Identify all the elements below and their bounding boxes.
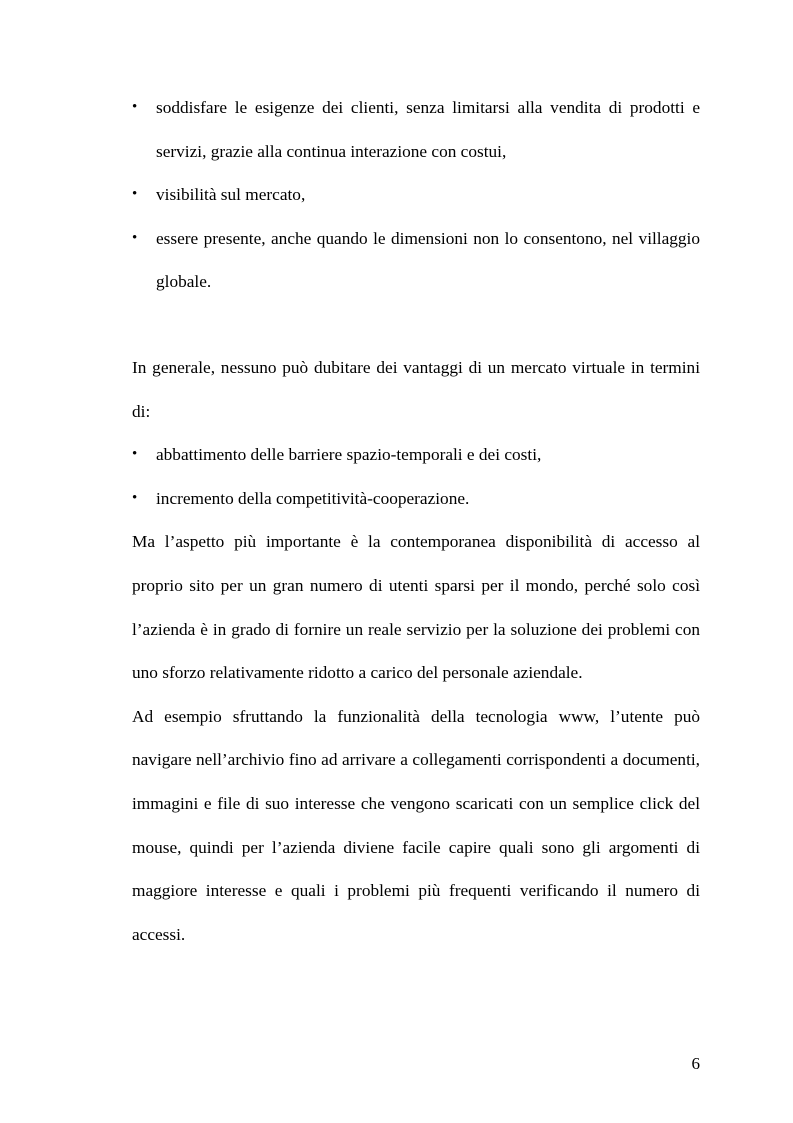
list-item-text: essere presente, anche quando le dimensioni non lo consentono, nel villaggio globale. (156, 228, 700, 292)
paragraph-main-aspect: Ma l’aspetto più importante è la contemporanea disponibilità di accesso al proprio sito per un gran numero di utenti sparsi per il mondo, perché solo così l’azienda è in grado di fornire un reale servizio per la soluzione dei problemi con uno sforzo relativamente ridotto a carico del personale aziendale. (132, 532, 700, 683)
bullet-icon: • (132, 489, 138, 506)
bullet-icon: • (132, 99, 138, 115)
list-item (132, 477, 700, 521)
bullet-icon: • (132, 186, 138, 203)
list-item (132, 86, 700, 173)
list-item-text: incremento della competitività-cooperazione. (156, 488, 470, 508)
paragraph-spacer (132, 304, 700, 346)
list-item-text: visibilità sul mercato, (156, 185, 306, 205)
list-item (132, 217, 700, 304)
bullet-icon: • (132, 229, 138, 246)
bullet-list-advantages (132, 433, 700, 520)
paragraph-intro: In generale, nessuno può dubitare dei vantaggi di un mercato virtuale in termini di: (132, 357, 700, 421)
paragraph-example: Ad esempio sfruttando la funzionalità della tecnologia www, l’utente può navigare nell’archivio fino ad arrivare a collegamenti corrispondenti a documenti, immagini e file di suo interesse che vengono scaricati con un semplice click del mouse, quindi per l’azienda diviene facile capire quali sono gli argomenti di maggiore interesse e quali i problemi più frequenti verificando il numero di accessi. (132, 706, 700, 944)
list-item (132, 433, 700, 477)
list-item-text: abbattimento delle barriere spazio-temporali e dei costi, (156, 445, 542, 465)
page-number: 6 (691, 1054, 700, 1073)
document-body (132, 86, 700, 956)
bullet-list-business-goals (132, 86, 700, 304)
list-item (132, 173, 700, 217)
bullet-icon: • (132, 446, 138, 463)
list-item-text: soddisfare le esigenze dei clienti, senza limitarsi alla vendita di prodotti e servizi, grazie alla continua interazione con costui, (156, 98, 700, 161)
